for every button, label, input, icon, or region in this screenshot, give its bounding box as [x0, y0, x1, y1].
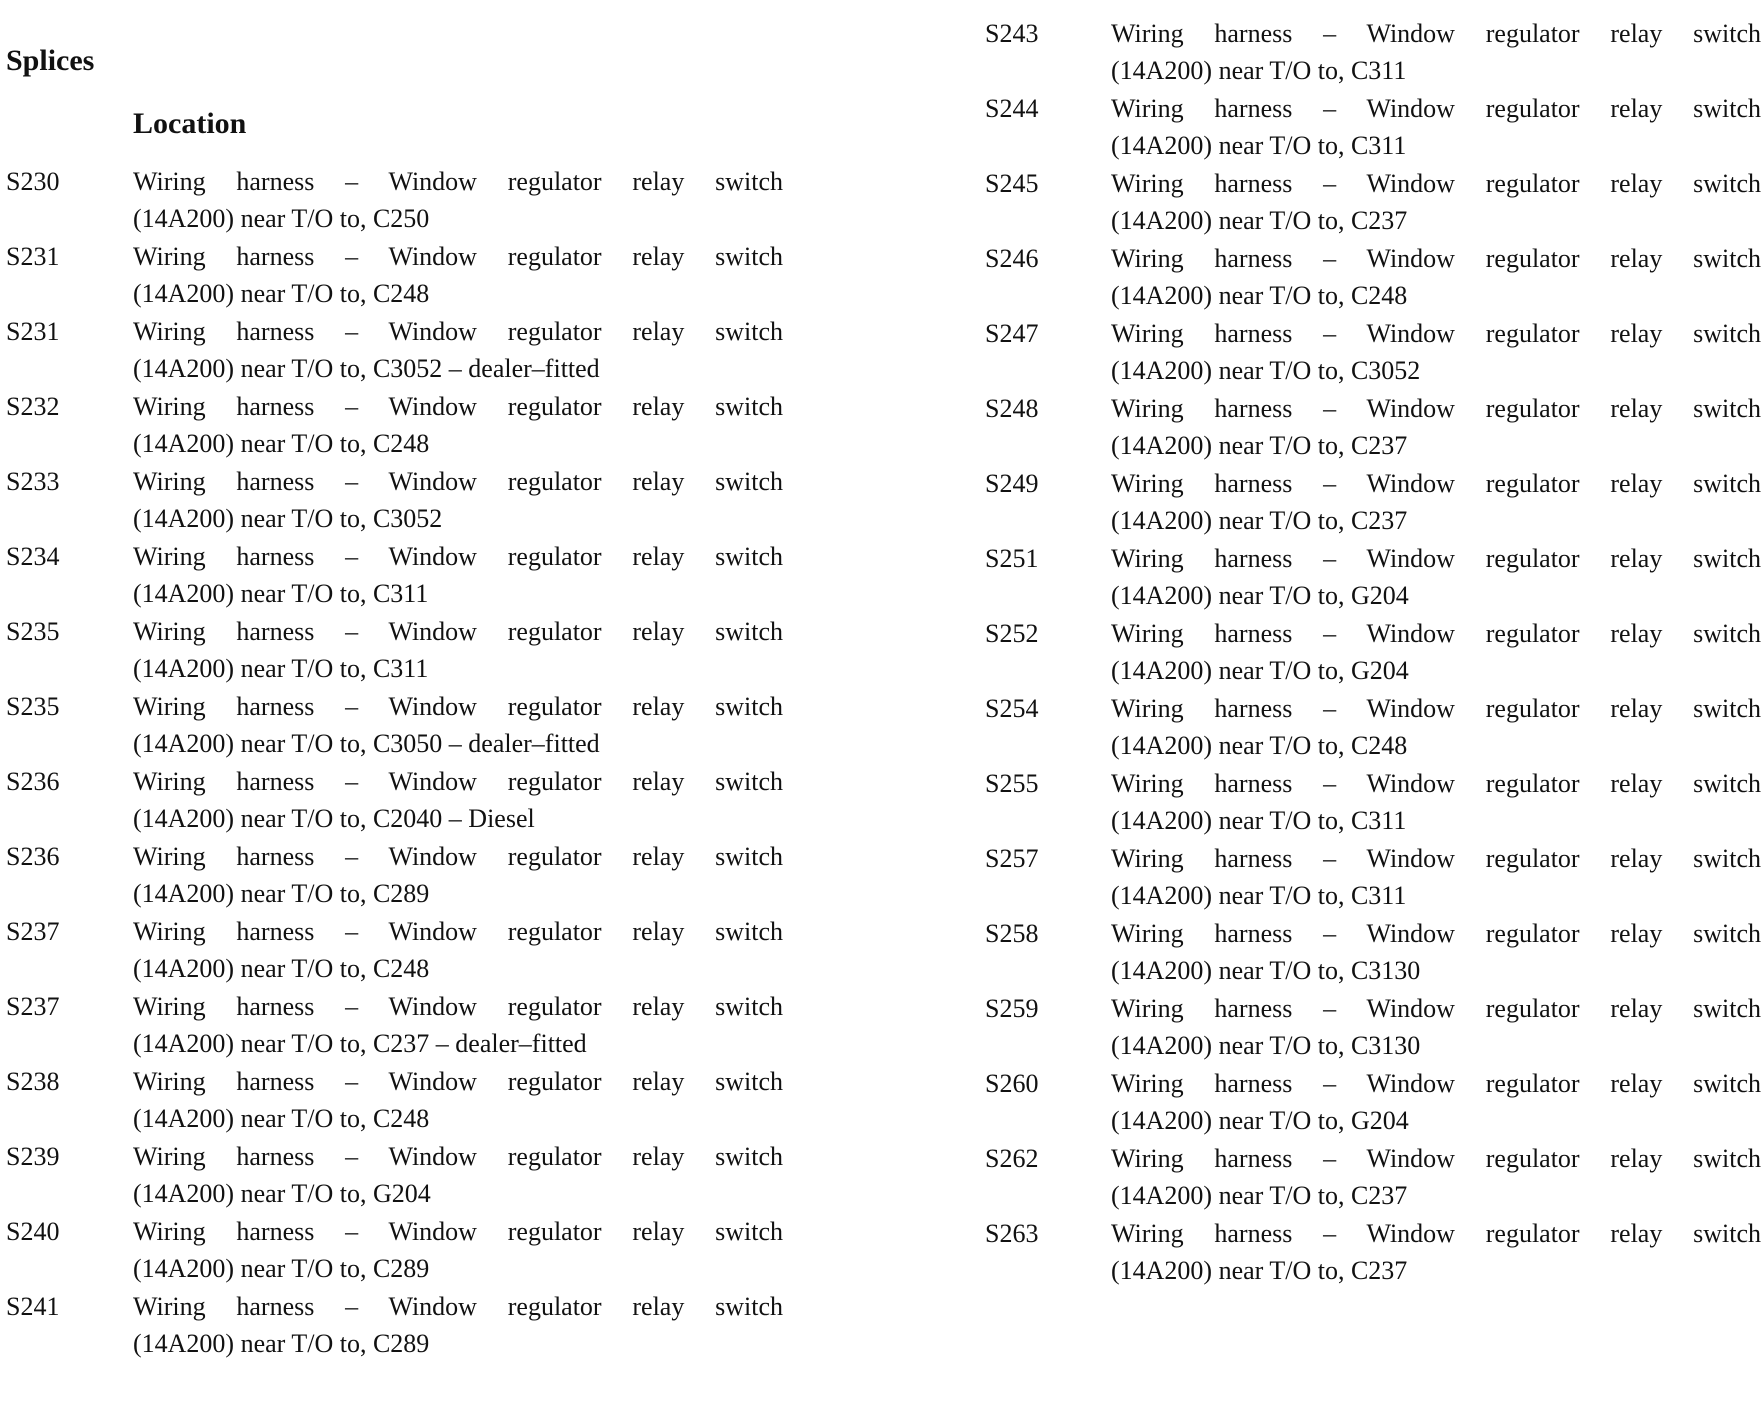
splice-location	[1111, 240, 1761, 315]
splice-entry	[985, 765, 1761, 840]
splice-location-line2: (14A200) near T/O to, C3052	[133, 504, 443, 533]
splice-location-line1: Wiring harness – Window regulator relay switch	[133, 467, 783, 496]
splice-location-line2: (14A200) near T/O to, C3130	[1111, 956, 1421, 985]
splice-location-line1: Wiring harness – Window regulator relay switch	[1111, 94, 1761, 123]
splice-entry	[6, 1288, 783, 1363]
splice-location-line1: Wiring harness – Window regulator relay switch	[133, 1067, 783, 1096]
splice-location-line2: (14A200) near T/O to, C3052 – dealer–fitted	[133, 354, 600, 383]
splice-location-line2: (14A200) near T/O to, C311	[133, 654, 429, 683]
splice-location-line1: Wiring harness – Window regulator relay switch	[133, 692, 783, 721]
splice-code: S262	[985, 1144, 1039, 1173]
splice-entry	[985, 240, 1761, 315]
splice-code: S237	[6, 992, 60, 1021]
splice-location	[133, 838, 783, 913]
splice-location	[1111, 90, 1761, 165]
splice-location-line2: (14A200) near T/O to, C3052	[1111, 356, 1421, 385]
splice-code: S238	[6, 1067, 60, 1096]
splice-entry	[6, 388, 783, 463]
splice-code: S237	[6, 917, 60, 946]
splice-location	[133, 463, 783, 538]
splice-location-line2: (14A200) near T/O to, C311	[1111, 131, 1407, 160]
splice-entry	[6, 688, 783, 763]
splice-location-line1: Wiring harness – Window regulator relay switch	[1111, 619, 1761, 648]
splice-location-line2: (14A200) near T/O to, C237	[1111, 431, 1408, 460]
splice-location-line1: Wiring harness – Window regulator relay switch	[1111, 544, 1761, 573]
splice-code: S243	[985, 19, 1039, 48]
splice-entry	[985, 540, 1761, 615]
splice-code: S235	[6, 692, 60, 721]
splice-code: S236	[6, 842, 60, 871]
splice-entry	[985, 840, 1761, 915]
splice-code: S231	[6, 242, 60, 271]
splice-location	[1111, 315, 1761, 390]
splice-entry	[985, 1140, 1761, 1215]
splice-entry	[985, 315, 1761, 390]
splice-location	[1111, 765, 1761, 840]
splice-code: S257	[985, 844, 1039, 873]
splice-code: S254	[985, 694, 1039, 723]
splice-location	[1111, 1215, 1761, 1290]
splice-location	[1111, 615, 1761, 690]
splice-location	[1111, 165, 1761, 240]
splice-entry	[6, 463, 783, 538]
splice-location-line1: Wiring harness – Window regulator relay switch	[1111, 319, 1761, 348]
splice-location-line1: Wiring harness – Window regulator relay switch	[1111, 694, 1761, 723]
splice-entry	[985, 990, 1761, 1065]
splice-location-line2: (14A200) near T/O to, C237	[1111, 506, 1408, 535]
splice-code: S260	[985, 1069, 1039, 1098]
splice-location-line1: Wiring harness – Window regulator relay switch	[133, 992, 783, 1021]
splice-location	[133, 538, 783, 613]
splice-location-line2: (14A200) near T/O to, C289	[133, 879, 430, 908]
splice-entry	[6, 238, 783, 313]
splice-location-line1: Wiring harness – Window regulator relay switch	[1111, 169, 1761, 198]
splice-code: S241	[6, 1292, 60, 1321]
splice-location-line2: (14A200) near T/O to, C237 – dealer–fitted	[133, 1029, 587, 1058]
splice-location	[133, 313, 783, 388]
splice-location-line2: (14A200) near T/O to, C248	[1111, 731, 1408, 760]
splice-location-line2: (14A200) near T/O to, C250	[133, 204, 430, 233]
splice-location-line2: (14A200) near T/O to, C237	[1111, 1181, 1408, 1210]
splice-location	[133, 1288, 783, 1363]
splice-location-line1: Wiring harness – Window regulator relay switch	[133, 1292, 783, 1321]
splice-entry	[985, 15, 1761, 90]
splice-location	[133, 238, 783, 313]
splice-entry	[985, 915, 1761, 990]
splice-code: S249	[985, 469, 1039, 498]
splice-code: S231	[6, 317, 60, 346]
splice-location-line2: (14A200) near T/O to, C311	[133, 579, 429, 608]
splice-location-line2: (14A200) near T/O to, G204	[133, 1179, 431, 1208]
splice-code: S235	[6, 617, 60, 646]
splice-entry	[6, 1213, 783, 1288]
splice-entry	[6, 913, 783, 988]
page-title: Splices	[6, 44, 95, 77]
splice-location	[133, 388, 783, 463]
splice-code: S252	[985, 619, 1039, 648]
splice-code: S232	[6, 392, 60, 421]
splice-location	[133, 913, 783, 988]
splice-code: S230	[6, 167, 60, 196]
splice-location-line2: (14A200) near T/O to, G204	[1111, 581, 1409, 610]
splice-entry	[985, 1215, 1761, 1290]
splice-location-line1: Wiring harness – Window regulator relay switch	[133, 317, 783, 346]
splice-location-line1: Wiring harness – Window regulator relay switch	[133, 542, 783, 571]
splice-location-line1: Wiring harness – Window regulator relay switch	[1111, 1219, 1761, 1248]
splice-location	[1111, 1065, 1761, 1140]
splice-code: S234	[6, 542, 60, 571]
splice-code: S251	[985, 544, 1039, 573]
splice-location-line1: Wiring harness – Window regulator relay switch	[1111, 19, 1761, 48]
splice-location-line2: (14A200) near T/O to, C237	[1111, 206, 1408, 235]
splice-entry	[6, 163, 783, 238]
splice-location-line2: (14A200) near T/O to, C311	[1111, 881, 1407, 910]
splice-location-line2: (14A200) near T/O to, C3130	[1111, 1031, 1421, 1060]
splice-entry	[6, 838, 783, 913]
splice-location	[133, 688, 783, 763]
splice-location-line1: Wiring harness – Window regulator relay switch	[1111, 1069, 1761, 1098]
splice-location-line1: Wiring harness – Window regulator relay switch	[133, 242, 783, 271]
splice-location	[133, 988, 783, 1063]
splice-code: S240	[6, 1217, 60, 1246]
splice-code: S244	[985, 94, 1039, 123]
splice-code: S248	[985, 394, 1039, 423]
splice-location-line2: (14A200) near T/O to, C2040 – Diesel	[133, 804, 535, 833]
splice-code: S255	[985, 769, 1039, 798]
splice-location-line2: (14A200) near T/O to, C248	[133, 954, 430, 983]
splice-entry	[6, 763, 783, 838]
left-splice-list	[6, 163, 783, 1363]
splice-location-line1: Wiring harness – Window regulator relay switch	[133, 392, 783, 421]
splice-code: S246	[985, 244, 1039, 273]
splice-code: S233	[6, 467, 60, 496]
splice-location	[1111, 540, 1761, 615]
splice-location-line1: Wiring harness – Window regulator relay switch	[1111, 994, 1761, 1023]
splice-code: S258	[985, 919, 1039, 948]
splice-location-line2: (14A200) near T/O to, C289	[133, 1254, 430, 1283]
splice-location	[1111, 990, 1761, 1065]
splice-entry	[985, 690, 1761, 765]
splice-code: S263	[985, 1219, 1039, 1248]
splice-location-line2: (14A200) near T/O to, C3050 – dealer–fitted	[133, 729, 600, 758]
splice-entry	[985, 390, 1761, 465]
splice-location-line2: (14A200) near T/O to, G204	[1111, 656, 1409, 685]
splice-entry	[985, 465, 1761, 540]
splice-location-line2: (14A200) near T/O to, C289	[133, 1329, 430, 1358]
splice-entry	[985, 165, 1761, 240]
splice-location	[133, 763, 783, 838]
splice-location	[133, 1138, 783, 1213]
splice-location-line1: Wiring harness – Window regulator relay switch	[1111, 1144, 1761, 1173]
splice-location	[133, 163, 783, 238]
splice-location-line1: Wiring harness – Window regulator relay switch	[1111, 769, 1761, 798]
splice-location	[1111, 690, 1761, 765]
splice-entry	[985, 615, 1761, 690]
splice-entry	[6, 613, 783, 688]
splice-location-line1: Wiring harness – Window regulator relay switch	[133, 617, 783, 646]
splice-location	[133, 1063, 783, 1138]
splice-entry	[6, 988, 783, 1063]
splice-location-line2: (14A200) near T/O to, C311	[1111, 806, 1407, 835]
splice-location-line1: Wiring harness – Window regulator relay switch	[133, 1217, 783, 1246]
splice-location-line2: (14A200) near T/O to, C248	[133, 279, 430, 308]
splice-location-line1: Wiring harness – Window regulator relay switch	[1111, 244, 1761, 273]
splice-location	[133, 1213, 783, 1288]
splice-location	[1111, 1140, 1761, 1215]
right-splice-list	[985, 15, 1761, 1290]
location-column-header: Location	[133, 107, 247, 140]
splice-entry	[6, 313, 783, 388]
splice-location-line1: Wiring harness – Window regulator relay switch	[133, 167, 783, 196]
splice-location-line1: Wiring harness – Window regulator relay switch	[1111, 394, 1761, 423]
splice-location-line2: (14A200) near T/O to, C248	[133, 1104, 430, 1133]
splice-entry	[6, 1063, 783, 1138]
splice-location	[1111, 390, 1761, 465]
splice-location-line1: Wiring harness – Window regulator relay switch	[1111, 844, 1761, 873]
splice-location-line1: Wiring harness – Window regulator relay switch	[133, 917, 783, 946]
splice-location-line2: (14A200) near T/O to, C248	[133, 429, 430, 458]
splice-location-line1: Wiring harness – Window regulator relay switch	[133, 842, 783, 871]
splice-location-line1: Wiring harness – Window regulator relay switch	[133, 1142, 783, 1171]
splice-location	[1111, 840, 1761, 915]
splice-location-line2: (14A200) near T/O to, G204	[1111, 1106, 1409, 1135]
splice-entry	[6, 1138, 783, 1213]
splice-location-line1: Wiring harness – Window regulator relay switch	[1111, 919, 1761, 948]
splice-code: S245	[985, 169, 1039, 198]
splice-code: S236	[6, 767, 60, 796]
splice-location	[1111, 465, 1761, 540]
splice-location	[1111, 15, 1761, 90]
splice-entry	[985, 1065, 1761, 1140]
splice-location-line2: (14A200) near T/O to, C237	[1111, 1256, 1408, 1285]
splice-code: S239	[6, 1142, 60, 1171]
splice-entry	[6, 538, 783, 613]
splice-location	[1111, 915, 1761, 990]
splice-code: S247	[985, 319, 1039, 348]
splice-location-line2: (14A200) near T/O to, C311	[1111, 56, 1407, 85]
splice-location	[133, 613, 783, 688]
splice-location-line1: Wiring harness – Window regulator relay switch	[133, 767, 783, 796]
splice-location-line2: (14A200) near T/O to, C248	[1111, 281, 1408, 310]
splice-location-line1: Wiring harness – Window regulator relay switch	[1111, 469, 1761, 498]
splice-code: S259	[985, 994, 1039, 1023]
splice-entry	[985, 90, 1761, 165]
